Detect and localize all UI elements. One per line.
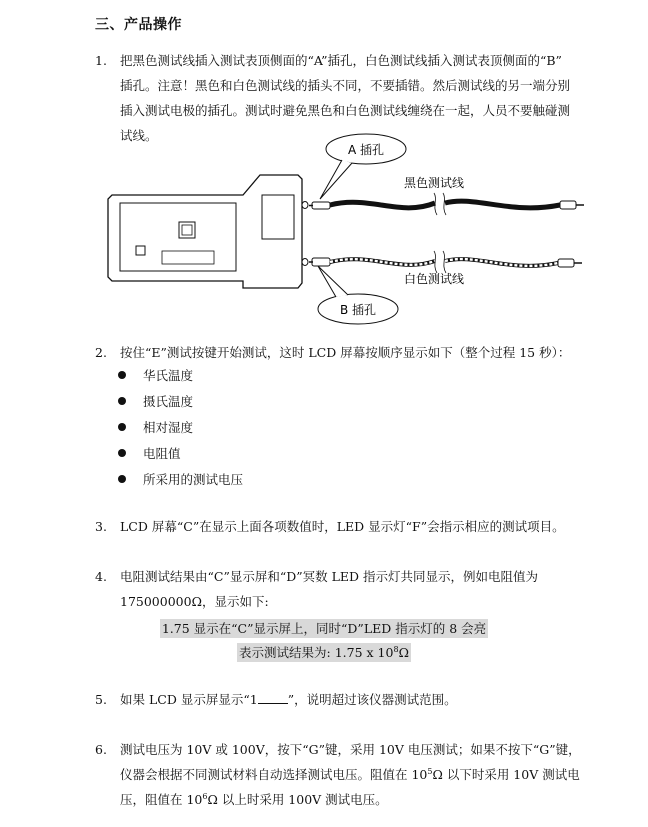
text-segment: Ω 以上时采用 100V 测试电压。 [207, 792, 388, 807]
list-item-label: 相对湿度 [143, 420, 194, 435]
step-text: 按住“E”测试按键开始测试，这时 LCD 屏幕按顺序显示如下（整个过程 15 秒）： [120, 345, 571, 360]
list-item [118, 418, 243, 444]
step-line: 试线。 [120, 128, 158, 143]
highlighted-text: 1.75 显示在“C”显示屏上，同时“D”LED 指示灯的 8 会亮 [161, 621, 487, 636]
step-text [120, 737, 607, 812]
step-number: 3. [95, 519, 107, 534]
black-lead-label: 黑色测试线 [404, 176, 465, 190]
text-segment: 仪器会根据不同测试材料自动选择测试电压。阻值在 10 [120, 767, 428, 782]
list-item [118, 444, 243, 470]
text-segment: ”，说明超过该仪器测试范围。 [287, 692, 457, 707]
step-number: 2. [95, 345, 107, 360]
white-lead-end [558, 259, 574, 267]
black-lead-end [560, 201, 576, 209]
step-text: LCD 屏幕“C”在显示上面各项数值时，LED 显示灯“F”会指示相应的测试项目。 [120, 519, 565, 534]
text-segment: Ω [398, 645, 409, 660]
bullet-icon [118, 397, 126, 405]
bullet-icon [118, 371, 126, 379]
black-lead-cable [445, 201, 560, 208]
step-4 [95, 564, 607, 614]
step-number: 4. [95, 569, 107, 584]
list-item [118, 366, 243, 392]
step-3 [95, 514, 607, 539]
jack-b [302, 259, 308, 266]
list-item [118, 392, 243, 418]
text-segment: Ω 以下时采用 10V 测试电 [432, 767, 580, 782]
display-sequence-list [118, 366, 243, 496]
step-text [120, 687, 607, 712]
connection-diagram [100, 133, 600, 333]
section-title: 三、产品操作 [95, 17, 182, 33]
superscript: 5 [427, 766, 433, 776]
step-line: 把黑色测试线插入测试表顶侧面的“A”插孔，白色测试线插入测试表顶侧面的“B” [120, 53, 562, 68]
highlighted-text [237, 643, 411, 662]
list-item-label: 华氏温度 [143, 368, 194, 383]
blank-underline [258, 692, 288, 704]
step-6 [95, 737, 607, 812]
text-segment: 表示测试结果为: 1.75 x 10 [239, 645, 394, 660]
bullet-icon [118, 475, 126, 483]
callout-b-pointer [318, 266, 348, 297]
step-number: 6. [95, 742, 107, 757]
superscript: 8 [393, 644, 399, 654]
step-line: 测试电压为 10V 或 100V，按下“G”键，采用 10V 电压测试；如果不按下“G”键， [120, 742, 581, 757]
step-number: 5. [95, 692, 107, 707]
white-lead-plug [312, 258, 330, 266]
step-number: 1. [95, 53, 107, 68]
text-segment: 压，阻值在 10 [120, 792, 203, 807]
cable-break [434, 251, 446, 273]
step-line: 插入测试电极的插孔。测试时避免黑色和白色测试线缠绕在一起，人员不要触碰测 [120, 103, 571, 118]
callout-a-pointer [320, 160, 352, 199]
black-lead-plug [312, 202, 330, 209]
step-5 [95, 687, 607, 712]
superscript: 6 [202, 791, 208, 801]
bullet-icon [118, 449, 126, 457]
list-item-label: 摄氏温度 [143, 394, 194, 409]
example-line-1 [0, 619, 648, 637]
black-lead-cable [330, 202, 435, 208]
list-item-label: 所采用的测试电压 [143, 472, 244, 487]
callout-a-label: A 插孔 [347, 143, 385, 157]
callout-b-label: B 插孔 [339, 303, 377, 317]
text-segment: 如果 LCD 显示屏显示“1 [120, 692, 258, 707]
step-line: 175000000Ω，显示如下: [120, 594, 269, 609]
white-lead-label: 白色测试线 [404, 272, 465, 286]
jack-a [302, 202, 308, 209]
bullet-icon [118, 423, 126, 431]
example-line-2 [0, 643, 648, 661]
step-text [120, 564, 607, 614]
list-item [118, 470, 243, 496]
step-line: 插孔。注意！黑色和白色测试线的插头不同，不要插错。然后测试线的另一端分别 [120, 78, 571, 93]
list-item-label: 电阻值 [143, 446, 181, 461]
step-line: 电阻测试结果由“C”显示屏和“D”冥数 LED 指示灯共同显示，例如电阻值为 [120, 569, 539, 584]
step-line [120, 762, 607, 787]
step-2 [95, 340, 607, 365]
step-line [120, 787, 607, 812]
cable-break [434, 193, 446, 215]
